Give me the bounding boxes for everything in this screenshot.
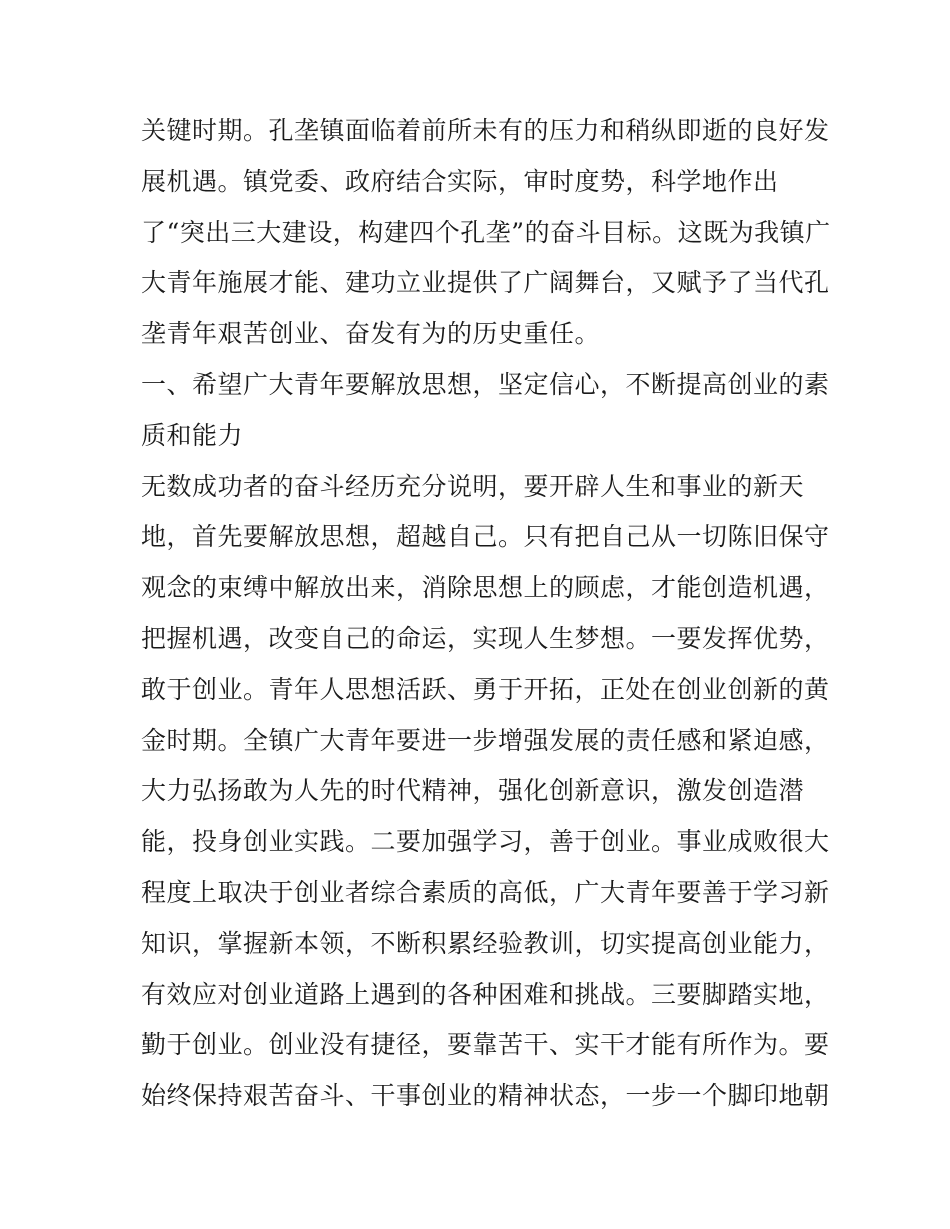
text-line-17: 知识，掌握新本领，不断积累经验教训，切实提高创业能力， — [141, 928, 830, 958]
text-line-15: 能，投身创业实践。二要加强学习，善于创业。事业成败很大 — [141, 827, 830, 857]
text-line-13: 金时期。全镇广大青年要进一步增强发展的责任感和紧迫感， — [141, 725, 830, 755]
text-line-8: 无数成功者的奋斗经历充分说明，要开辟人生和事业的新天 — [141, 471, 805, 501]
text-line-3: 了“突出三大建设，构建四个孔垄”的奋斗目标。这既为我镇广 — [141, 217, 831, 247]
text-line-12: 敢于创业。青年人思想活跃、勇于开拓，正处在创业创新的黄 — [141, 674, 830, 704]
section-heading-line-1: 一、希望广大青年要解放思想，坚定信心，不断提高创业的素 — [141, 369, 830, 399]
text-line-5: 垄青年艰苦创业、奋发有为的历史重任。 — [141, 319, 601, 349]
text-line-18: 有效应对创业道路上遇到的各种困难和挑战。三要脚踏实地， — [141, 979, 830, 1009]
text-line-16: 程度上取决于创业者综合素质的高低，广大青年要善于学习新 — [141, 877, 830, 907]
text-line-10: 观念的束缚中解放出来，消除思想上的顾虑，才能创造机遇， — [141, 573, 830, 603]
text-line-4: 大青年施展才能、建功立业提供了广阔舞台，又赋予了当代孔 — [141, 268, 830, 298]
text-line-19: 勤于创业。创业没有捷径，要靠苦干、实干才能有所作为。要 — [141, 1030, 830, 1060]
document-body — [141, 106, 831, 1122]
text-line-20: 始终保持艰苦奋斗、干事创业的精神状态，一步一个脚印地朝 — [141, 1081, 830, 1111]
text-line-2: 展机遇。镇党委、政府结合实际，审时度势，科学地作出 — [141, 166, 779, 196]
text-line-14: 大力弘扬敢为人先的时代精神，强化创新意识，激发创造潜 — [141, 776, 805, 806]
section-heading-line-2: 质和能力 — [141, 420, 244, 450]
text-line-9: 地，首先要解放思想，超越自己。只有把自己从一切陈旧保守 — [141, 522, 830, 552]
text-line-1: 关键时期。孔垄镇面临着前所未有的压力和稍纵即逝的良好发 — [141, 116, 830, 145]
text-line-11: 把握机遇，改变自己的命运，实现人生梦想。一要发挥优势， — [141, 623, 830, 653]
